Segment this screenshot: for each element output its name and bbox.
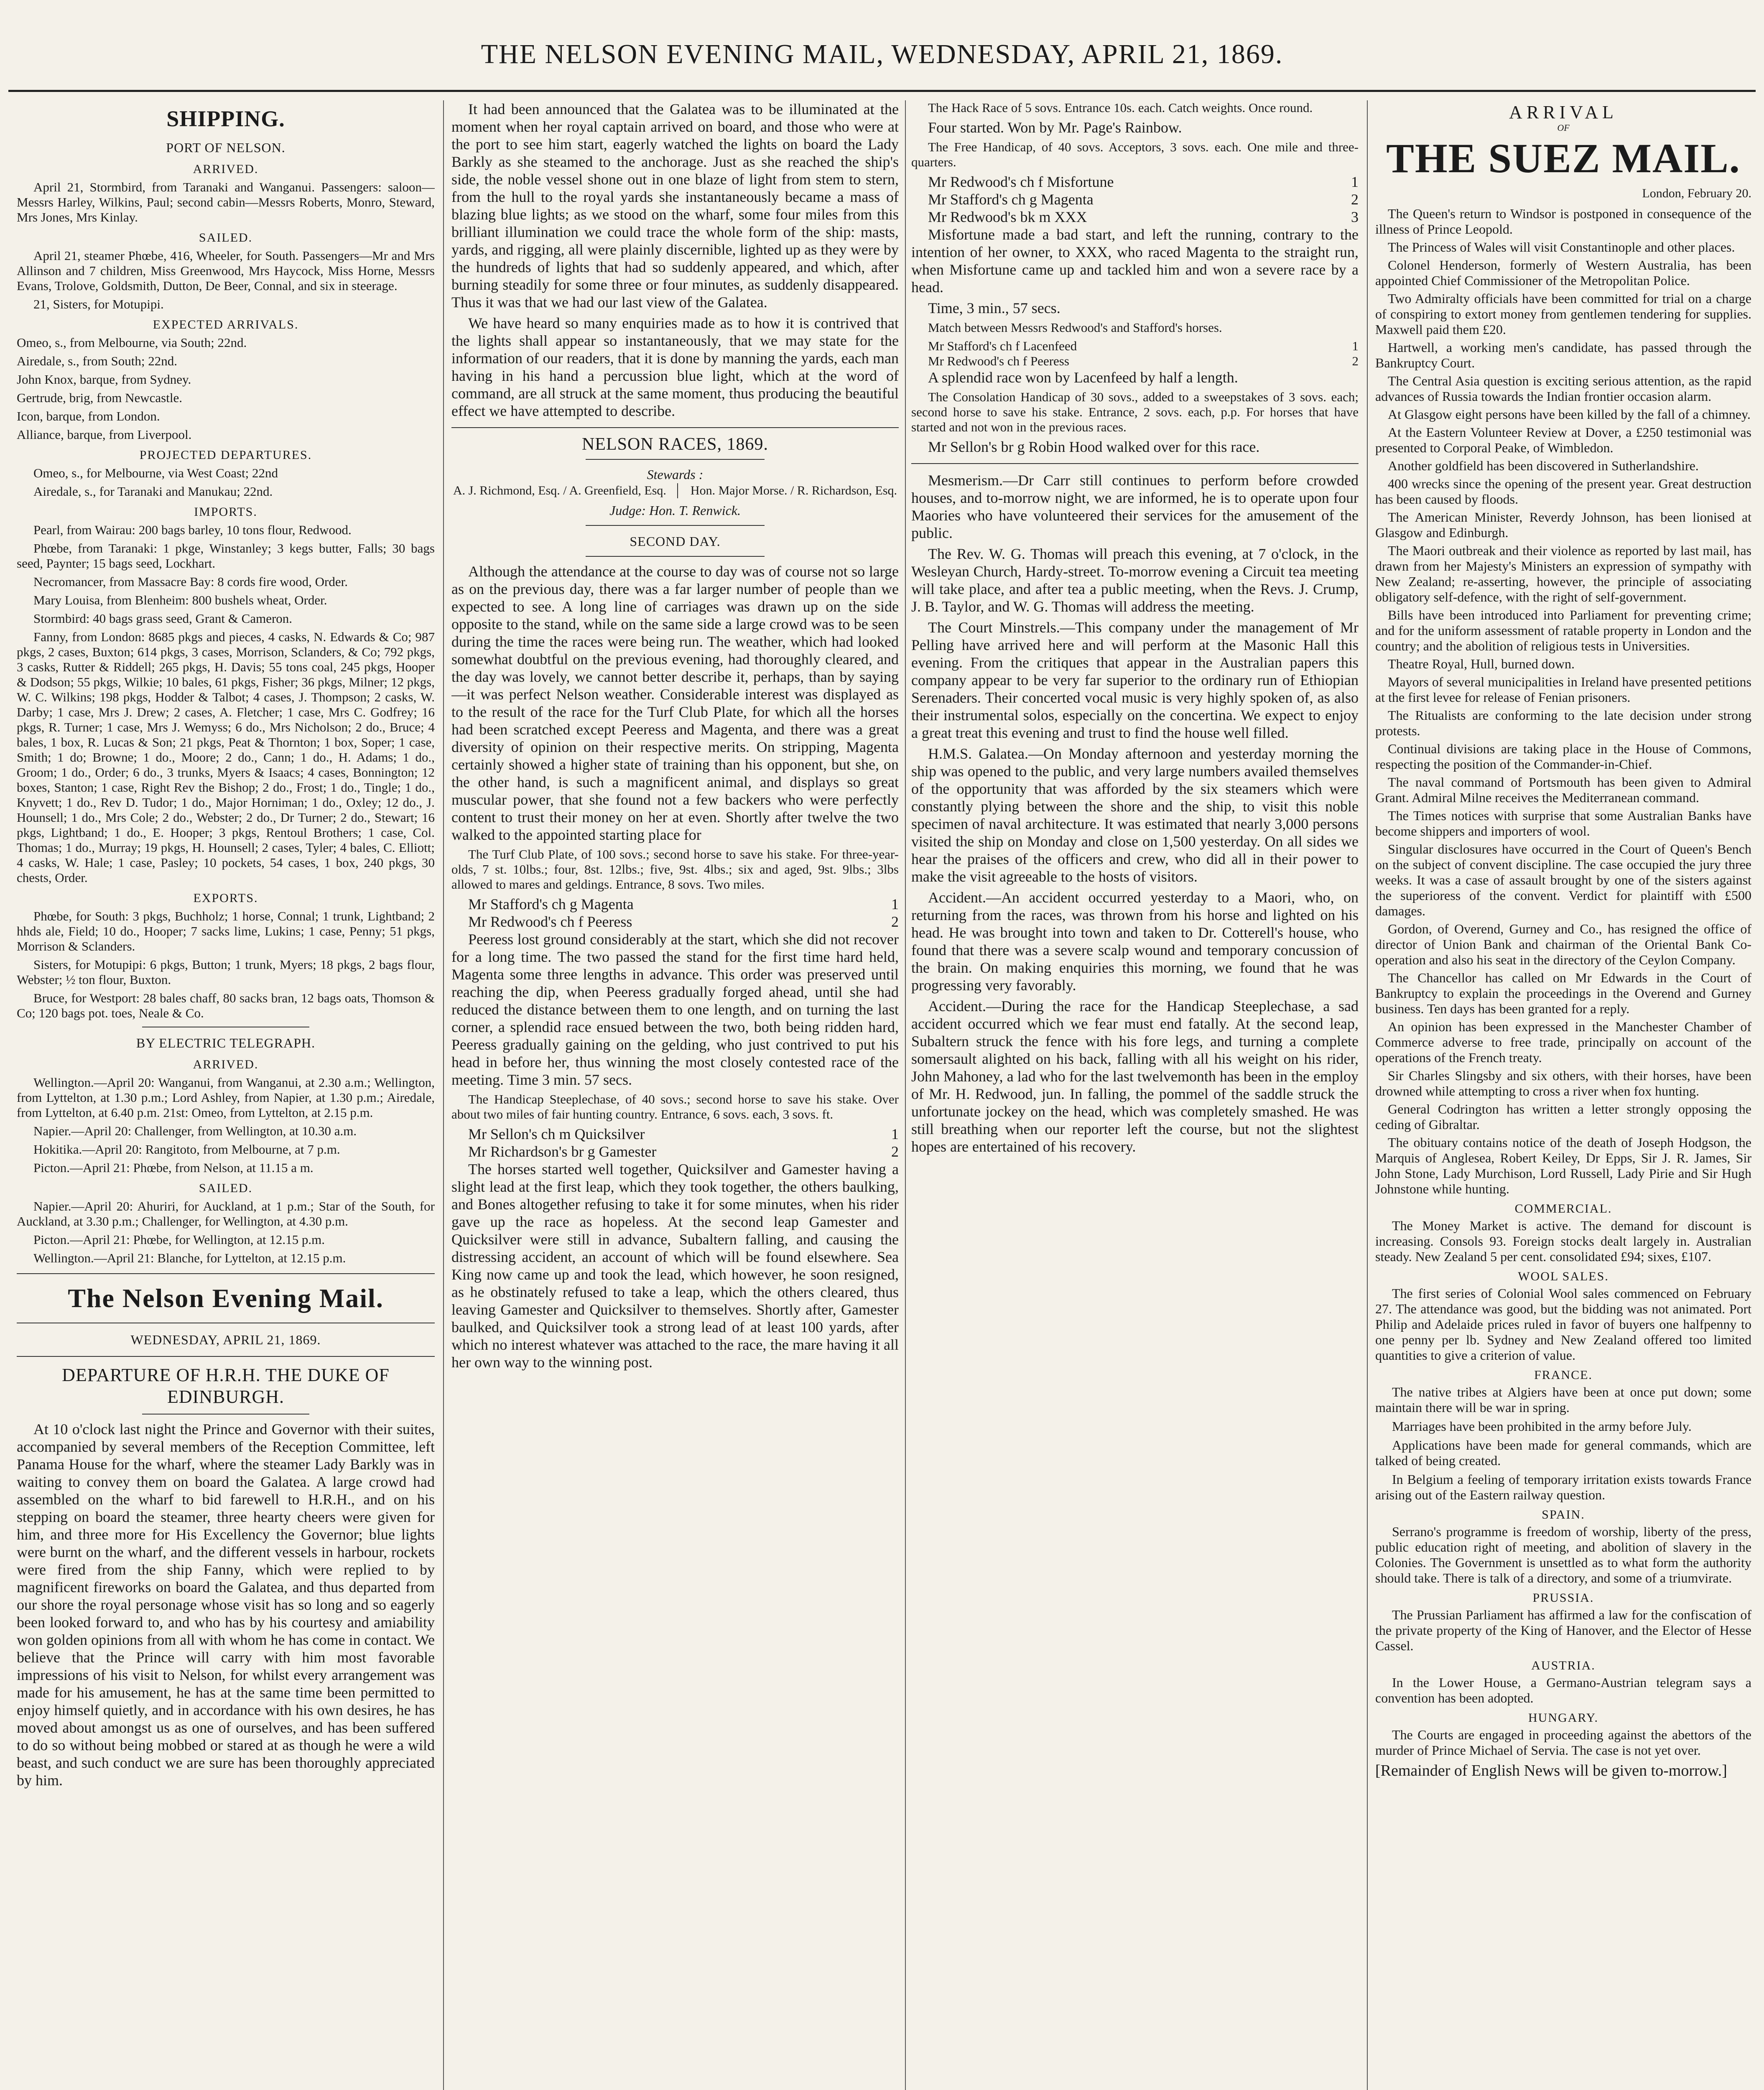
race-result	[451, 1125, 899, 1143]
race-conditions: The Consolation Handicap of 30 sovs., added to a sweepstakes of 3 sovs. each; second horse to save his stake. Entrance, 2 sovs. each, p.p. For horses that have started and not won in the previous races.	[911, 390, 1359, 434]
column-2	[451, 100, 899, 2090]
race-result	[451, 1143, 899, 1160]
column-rule	[443, 100, 444, 2090]
article-paragraph: The first series of Colonial Wool sales commenced on February 27. The attendance was good, but the bidding was not animated. Port Philip and Adelaide prices ruled in favor of buyers one halfpenny to one penny per lb. Sydney and New Zealand offered too limited quantities to give a criterion of value.	[1375, 1286, 1751, 1363]
list-item: Mayors of several municipalities in Ireland have presented petitions at the first levee for release of Fenian prisoners.	[1375, 674, 1751, 705]
list-item: Another goldfield has been discovered in Sutherlandshire.	[1388, 458, 1699, 473]
dateline: WEDNESDAY, APRIL 21, 1869.	[130, 1332, 321, 1347]
stewards-list	[451, 483, 899, 498]
tele-sailed-heading: SAILED.	[199, 1181, 253, 1195]
article-paragraph: The Prussian Parliament has affirmed a law for the confiscation of the private property of the King of Hanover, and the Elector of Hesse Cassel.	[1375, 1607, 1751, 1653]
commercial-heading: COMMERCIAL.	[1514, 1202, 1612, 1216]
races-heading: NELSON RACES, 1869.	[581, 435, 769, 454]
divider	[17, 1273, 435, 1274]
race-conditions: The Hack Race of 5 sovs. Entrance 10s. each. Catch weights. Once round.	[928, 100, 1313, 115]
list-item: An opinion has been expressed in the Manchester Chamber of Commerce adverse to free trade, principally on account of the operations of the French treaty.	[1375, 1019, 1751, 1065]
france-heading: FRANCE.	[1534, 1368, 1593, 1382]
list-item: Bruce, for Westport: 28 bales chaff, 80 sacks bran, 12 bags oats, Thomson & Co; 120 bags pot. toes, Neale & Co.	[17, 991, 435, 1020]
list-item: Continual divisions are taking place in the House of Commons, respecting the position of the Commander-in-Chief.	[1375, 741, 1751, 772]
list-item: Phœbe, for South: 3 pkgs, Buchholz; 1 horse, Connal; 1 trunk, Lightband; 2 hhds ale, Field; 10 do., Hooper; 7 sacks lime, Lukins; 1 case, Penny; 51 pkgs, Morrison & Sclanders.	[17, 909, 435, 953]
sailed-heading: SAILED.	[199, 231, 253, 245]
list-item: Napier.—April 20: Challenger, from Wellington, at 10.30 a.m.	[33, 1124, 357, 1138]
result-place: 1	[1352, 339, 1359, 353]
projected-heading: PROJECTED DEPARTURES.	[139, 448, 312, 462]
result-horse: Mr Stafford's ch g Magenta	[928, 191, 1094, 208]
list-item: Gertrude, brig, from Newcastle.	[17, 390, 182, 405]
austria-heading: AUSTRIA.	[1531, 1659, 1596, 1672]
prussia-heading: PRUSSIA.	[1532, 1591, 1594, 1605]
list-item: Wellington.—April 20: Wanganui, from Wanganui, at 2.30 a.m.; Wellington, from Lyttelton, at 1.30 p.m.; Lord Ashley, from Napier, at 1.30 p.m.; Airedale, from Lyttelton, at 6.40 p.m. 21st: Omeo, from Lyttelton, at 2.15 p.m.	[17, 1075, 435, 1120]
list-item: Sir Charles Slingsby and six others, with their horses, have been drowned while attempting to cross a river when fox hunting.	[1375, 1068, 1751, 1099]
list-item: General Codrington has written a letter strongly opposing the ceding of Gibraltar.	[1375, 1101, 1751, 1132]
race-result	[911, 173, 1359, 191]
list-item: Airedale, s., for Taranaki and Manukau; 22nd.	[33, 484, 273, 499]
result-horse: Mr Stafford's ch f Lacenfeed	[928, 339, 1077, 353]
wool-heading: WOOL SALES.	[1518, 1269, 1609, 1283]
port-heading: PORT OF NELSON.	[166, 140, 286, 155]
sailed-text: 21, Sisters, for Motupipi.	[33, 297, 164, 311]
list-item: Necromancer, from Massacre Bay: 8 cords fire wood, Order.	[33, 574, 348, 589]
article-paragraph: In the Lower House, a Germano-Austrian telegram says a convention has been adopted.	[1375, 1675, 1751, 1705]
divider	[586, 459, 765, 460]
list-item: Phœbe, from Taranaki: 1 pkge, Winstanley; 3 kegs butter, Falls; 30 bags seed, Paynter; 15 bags seed, Lockhart.	[17, 541, 435, 571]
expected-heading: EXPECTED ARRIVALS.	[153, 318, 299, 331]
race-conditions: The Handicap Steeplechase, of 40 sovs.; second horse to save his stake. Over about two miles of fair hunting country. Entrance, 6 sovs. each, 3 sovs. ft.	[451, 1092, 899, 1121]
article-paragraph: The horses started well together, Quicksilver and Gamester having a slight lead at the first leap, which they took together, the others baulking, and Bones altogether refusing to take it for some minutes, when his rider gave up the race as hopeless. At the second leap Gamester and Quicksilver were still in advance, Subaltern falling, and causing the distressing accident, an account of which will be found elsewhere. Sea King now came up and took the lead, which however, he soon resigned, as he obstinately refused to take a leap, which the others cleared, thus leaving Gamester and Quicksilver to themselves. Shortly after, Gamester baulked, and Quicksilver took a strong lead of at least 100 yards, after which no interest whatever was attached to the race, the mare having it all her own way to the winning post.	[451, 1161, 899, 1371]
list-item: The American Minister, Reverdy Johnson, has been lionised at Glasgow and Edinburgh.	[1375, 510, 1751, 540]
list-item: Two Admiralty officials have been committed for trial on a charge of conspiring to extort money from gentlemen tendering for supplies. Maxwell paid them £20.	[1375, 291, 1751, 337]
second-day-heading: SECOND DAY.	[630, 534, 721, 549]
race-result	[911, 339, 1359, 354]
result-place: 3	[1351, 209, 1359, 225]
arrived-text: April 21, Stormbird, from Taranaki and Wanganui. Passengers: saloon—Messrs Harley, Wilkins, Paul; second cabin—Messrs Roberts, Monro, Steward, Mrs Jones, Mrs Kinlay.	[17, 180, 435, 224]
result-horse: Mr Redwood's ch f Peeress	[468, 913, 632, 930]
list-item: Applications have been made for general commands, which are talked of being created.	[1375, 1438, 1751, 1468]
list-item: Gordon, of Overend, Gurney and Co., has resigned the office of director of Union Bank and chairman of the Oriental Bank Co-operation and also his seat in the directory of the Ceylon Company.	[1375, 921, 1751, 967]
list-item: At Glasgow eight persons have been killed by the fall of a chimney.	[1388, 407, 1751, 422]
article-paragraph: Mr Sellon's br g Robin Hood walked over for this race.	[928, 438, 1260, 455]
nameplate: The Nelson Evening Mail.	[68, 1283, 384, 1313]
sailed-text: April 21, steamer Phœbe, 416, Wheeler, for South. Passengers—Mr and Mrs Allinson and 7 children, Miss Greenwood, Mrs Haycock, Miss Horne, Messrs Evans, Trolove, Goldsmith, Dutton, De Beer, Connal, and six in steerage.	[17, 248, 435, 293]
list-item: The obituary contains notice of the death of Joseph Hodgson, the Marquis of Anglesea, Robert Keiley, Dr Epps, Sir J. R. James, Sir John Stone, Lady Murchison, Lord Russell, Lady Pirie and Sir Hugh Johnstone while hunting.	[1375, 1135, 1751, 1196]
divider	[586, 525, 765, 526]
race-result	[451, 913, 899, 930]
column-4	[1375, 100, 1751, 2090]
article-paragraph: Misfortune made a bad start, and left the running, contrary to the intention of her owner, to XXX, who raced Magenta to the straight run, when Misfortune came up and tackled him and won a severe race by a head.	[911, 226, 1359, 296]
list-item: The Times notices with surprise that some Australian Banks have become shippers and importers of wool.	[1375, 808, 1751, 839]
remainder-note: [Remainder of English News will be given to-morrow.]	[1375, 1762, 1727, 1779]
divider	[142, 1414, 309, 1415]
list-item: The naval command of Portsmouth has been given to Admiral Grant. Admiral Milne receives the Mediterranean command.	[1375, 775, 1751, 805]
result-place: 1	[1351, 173, 1359, 190]
list-item: Napier.—April 20: Ahuriri, for Auckland, at 1 p.m.; Star of the South, for Auckland, at 3.30 p.m.; Challenger, for Wellington, at 4.30 p.m.	[17, 1199, 435, 1229]
result-horse: Mr Redwood's ch f Misfortune	[928, 173, 1114, 190]
suez-mail-heading: THE SUEZ MAIL.	[1386, 135, 1741, 181]
result-horse: Mr Redwood's ch f Peeress	[928, 354, 1069, 368]
article-paragraph: Peeress lost ground considerably at the start, which she did not recover for a long time. The two passed the stand for the first time hard held, Magenta some three lengths in advance. This order was preserved until reaching the dip, when Peeress gradually forged ahead, until she had reduced the distance between them to one length, and on turning the last corner, a splendid race ensued between the two, both being ridden hard, Peeress gradually gaining on the gelding, who just contrived to put his head in before her, thus winning the most closely contested race of the meeting. Time 3 min. 57 secs.	[451, 931, 899, 1088]
result-horse: Mr Redwood's bk m XXX	[928, 209, 1087, 225]
race-result	[451, 895, 899, 913]
list-item: Theatre Royal, Hull, burned down.	[1388, 656, 1575, 671]
result-place: 1	[891, 1126, 899, 1142]
list-item: Mary Louisa, from Blenheim: 800 bushels wheat, Order.	[33, 593, 327, 607]
list-item: John Knox, barque, from Sydney.	[17, 372, 191, 387]
list-item: Hokitika.—April 20: Rangitoto, from Melbourne, at 7 p.m.	[33, 1142, 340, 1157]
judge-line: Judge: Hon. T. Renwick.	[609, 503, 741, 518]
article-paragraph: Four started. Won by Mr. Page's Rainbow.	[928, 119, 1182, 136]
column-rule	[1367, 100, 1368, 2090]
stewards-left: A. J. Richmond, Esq. / A. Greenfield, Esq.	[453, 483, 678, 498]
imports-heading: IMPORTS.	[194, 505, 257, 519]
departure-heading: DEPARTURE OF H.R.H. THE DUKE OF EDINBURGH.	[62, 1365, 390, 1407]
local-news-item: Accident.—During the race for the Handicap Steeplechase, a sad accident occurred which we fear must end fatally. At the second leap, Subaltern struck the fence with his fore legs, and turning a complete somersault alighted on his back, falling with all his weight on his rider, John Mahoney, a lad who for the last twelvemonth has been in the employ of Mr. H. Redwood, jun. In falling, the pommel of the saddle struck the unfortunate jockey on the head, which was completely smashed. He was still breathing when our reporter left the course, but not the slightest hopes are entertained of his recovery.	[911, 998, 1359, 1155]
result-horse: Mr Richardson's br g Gamester	[468, 1143, 657, 1160]
divider	[911, 463, 1359, 464]
article-paragraph: Time, 3 min., 57 secs.	[928, 300, 1060, 316]
race-conditions: The Free Handicap, of 40 sovs. Acceptors, 3 sovs. each. One mile and three-quarters.	[911, 140, 1359, 169]
stewards-heading: Stewards :	[647, 467, 704, 482]
local-news-item: The Rev. W. G. Thomas will preach this evening, at 7 o'clock, in the Wesleyan Church, Hardy-street. To-morrow evening a Circuit tea meeting will take place, and after tea a public meeting, when the Revs. J. Crump, J. B. Taylor, and W. G. Thomas will address the meeting.	[911, 545, 1359, 615]
article-paragraph: The Money Market is active. The demand for discount is increasing. Consols 93. Foreign stocks dealt largely in. Australian steady. New Zealand 5 per cent. consolidated £94; sixes, £107.	[1375, 1218, 1751, 1264]
list-item: The native tribes at Algiers have been at once put down; some maintain there will be war in spring.	[1375, 1384, 1751, 1415]
list-item: Marriages have been prohibited in the army before July.	[1392, 1419, 1692, 1434]
local-news-item: The Court Minstrels.—This company under the management of Mr Pelling have arrived here and will perform at the Masonic Hall this evening. From the critiques that appear in the Australian papers this company appear to be very far superior to the ordinary run of Ethiopian Serenaders. Their concerted vocal music is very highly spoken of, as also their instrumental solos, especially on the concertina. We expect to enjoy a great treat this evening and trust to find the house well filled.	[911, 619, 1359, 741]
list-item: At the Eastern Volunteer Review at Dover, a £250 testimonial was presented to Corporal Peake, of Wimbledon.	[1375, 425, 1751, 455]
race-conditions: The Turf Club Plate, of 100 sovs.; second horse to save his stake. For three-year-olds, 7 st. 10lbs.; four, 8st. 12lbs.; five, 9st. 4lbs.; six and aged, 9st. 9lbs.; 3lbs allowed to mares and geldings. Entrance, 8 sovs. Two miles.	[451, 847, 899, 892]
list-item: Fanny, from London: 8685 pkgs and pieces, 4 casks, N. Edwards & Co; 987 pkgs, 2 cases, Buxton; 614 pkgs, 3 cases, Morrison, Sclanders, & Co; 792 pkgs, 3 casks, Rutter & Riddell; 265 pkgs, H. Davis; 55 tons coal, 245 pkgs, Hooper & Dodson; 55 pkgs, Wilkie; 10 bales, 61 pkgs, Fisher; 36 pkgs, Milner; 12 pkgs, W. C. Wilkins; 198 pkgs, Hodder & Talbot; 4 cases, J. Thompson; 2 casks, W. Darby; 1 case, Mrs J. Drew; 2 cases, A. Fletcher; 1 case, Mrs C. Godfrey; 16 pkgs, R. Turner; 1 case, Mrs J. Wemyss; 6 do., Mrs Nicholson; 2 do., Bruce; 4 bales, 1 box, R. Lucas & Son; 21 pkgs, Peat & Thornton; 1 box, Soper; 1 case, Smith; 1 do; Browne; 1 do., Moore; 2 do., Cann; 1 do., H. Adams; 1 do., Groom; 1 do., Order; 6 do., 3 trunks, Myers & Isaacs; 4 cases, Bonnington; 12 boxes, Stanton; 1 case, Right Rev the Bishop; 2 do., Frost; 1 do., Tingle; 1 do., Knyvett; 1 do., Rev D. Tudor; 1 do., Major Horniman; 1 do., Oxley; 12 do., J. Hounsell; 1 do., Mrs Cole; 2 do., Webster; 2 do., Dr Turner; 2 do., Stewart; 16 pkgs, Lightband; 1 do., E. Hooper; 3 pkgs, Rentoul Brothers; 1 case, Col. Thomas; 1 do., Murray; 19 pkgs, H. Hounsell; 2 cases, Tyler; 4 bales, C. Elliott; 4 casks, W. Hale; 1 case, Pasley; 10 pockets, 54 cases, 1 box, 240 pkgs, 30 chests, Order.	[17, 630, 435, 885]
divider	[17, 1356, 435, 1357]
shipping-heading: SHIPPING.	[166, 106, 285, 131]
column-1	[17, 100, 435, 2090]
result-horse: Mr Sellon's ch m Quicksilver	[468, 1126, 645, 1142]
divider	[451, 427, 899, 428]
list-item: Airedale, s., from South; 22nd.	[17, 354, 178, 368]
list-item: Colonel Henderson, formerly of Western Australia, has been appointed Chief Commissioner of the Metropolitan Police.	[1375, 257, 1751, 288]
stewards-right: Hon. Major Morse. / R. Richardson, Esq.	[690, 484, 897, 497]
list-item: The Central Asia question is exciting serious attention, as the rapid advances of Russia towards the Indian frontier occasion alarm.	[1375, 373, 1751, 404]
list-item: Wellington.—April 21: Blanche, for Lyttelton, at 12.15 p.m.	[33, 1251, 346, 1265]
race-result	[911, 354, 1359, 369]
list-item: The Ritualists are conforming to the late decision under strong protests.	[1375, 708, 1751, 738]
list-item: Picton.—April 21: Phœbe, from Nelson, at 11.15 a m.	[33, 1160, 314, 1175]
list-item: Bills have been introduced into Parliament for preventing crime; and for the uniform assessment of ratable property in London and the country; and the abolition of religious tests in Universities.	[1375, 607, 1751, 653]
race-conditions: Match between Messrs Redwood's and Stafford's horses.	[928, 320, 1222, 335]
list-item: Pearl, from Wairau: 200 bags barley, 10 tons flour, Redwood.	[33, 522, 352, 537]
hungary-heading: HUNGARY.	[1528, 1711, 1598, 1725]
list-item: Omeo, s., from Melbourne, via South; 22nd.	[17, 335, 247, 350]
list-item: The Princess of Wales will visit Constantinople and other places.	[1388, 240, 1735, 255]
telegraph-heading: BY ELECTRIC TELEGRAPH.	[136, 1035, 316, 1050]
article-paragraph: Serrano's programme is freedom of worship, liberty of the press, public education right of meeting, and abolition of slavery in the Colonies. The Government is unsettled as to what form the authority should take. There is talk of a directory, and some of a triumvirate.	[1375, 1524, 1751, 1585]
result-place: 1	[891, 896, 899, 912]
article-paragraph: Although the attendance at the course to day was of course not so large as on the previous day, there was a far larger number of people than we expected to see. A long line of carriages was drawn up on the side opposite to the stand, while on the same side a large crowd was to be seen during the time the races were being run. The weather, which had looked somewhat doubtful on the previous evening, had thoroughly cleared, and the day was lovely, we cannot better describe it, perhaps, than by saying—it was perfect Nelson weather. Considerable interest was displayed as to the result of the race for the Turf Club Plate, for which all the horses had been scratched except Peeress and Magenta, and there was a great diversity of opinion on their respective merits. On stripping, Magenta certainly showed a higher state of training than his opponent, but she, on the other hand, is such a magnificent animal, and displays so great muscular power, that she found not a few backers who were perfectly content to trust their money on her at even. Shortly after twelve the two walked to the appointed starting place for	[451, 563, 899, 843]
exports-heading: EXPORTS.	[193, 891, 258, 905]
list-item: Picton.—April 21: Phœbe, for Wellington, at 12.15 p.m.	[33, 1232, 325, 1247]
arrived-heading: ARRIVED.	[193, 162, 259, 176]
list-item: Omeo, s., for Melbourne, via West Coast; 22nd	[33, 466, 278, 480]
race-result	[911, 191, 1359, 208]
list-item: Alliance, barque, from Liverpool.	[17, 427, 192, 442]
local-news-item: H.M.S. Galatea.—On Monday afternoon and yesterday morning the ship was opened to the public, and very large numbers availed themselves of the opportunity that was afforded by the six steamers which were constantly plying between the shore and the ship, to visit this noble specimen of naval architecture. It was estimated that nearly 3,000 persons visited the ship on Monday and close on 1,500 yesterday. On all sides we hear the praises of the officers and crew, who did all in their power to make the visit agreeable to the hosts of visitors.	[911, 745, 1359, 885]
suez-dateline: London, February 20.	[1642, 186, 1751, 200]
list-item: Stormbird: 40 bags grass seed, Grant & Cameron.	[33, 611, 293, 626]
result-horse: Mr Stafford's ch g Magenta	[468, 896, 634, 912]
column-rule	[905, 100, 906, 2090]
list-item: Singular disclosures have occurred in the Court of Queen's Bench on the subject of convent discipline. The case occupied the jury three weeks. It was a case of assault brought by one of the sisters against the superioress of the convent. Verdict for plaintiff with £500 damages.	[1375, 841, 1751, 918]
result-place: 2	[1351, 191, 1359, 208]
list-item: Sisters, for Motupipi: 6 pkgs, Button; 1 trunk, Myers; 18 pkgs, 2 bags flour, Webster; ½ ton flour, Buxton.	[17, 957, 435, 987]
masthead: THE NELSON EVENING MAIL, WEDNESDAY, APRIL 21, 1869.	[481, 39, 1283, 69]
list-item: Icon, barque, from London.	[17, 409, 160, 423]
spain-heading: SPAIN.	[1542, 1508, 1585, 1522]
race-result	[911, 208, 1359, 226]
masthead-rule	[8, 90, 1756, 92]
article-paragraph: The Courts are engaged in proceeding against the abettors of the murder of Prince Michael of Servia. The case is not yet over.	[1375, 1727, 1751, 1758]
local-news-item: Accident.—An accident occurred yesterday to a Maori, who, on returning from the races, was thrown from his horse and lighted on his head. He was brought into town and taken to Dr. Cotterell's house, who found that there was a severe scalp wound and temporary concussion of the brain. On making enquiries this morning, we found that he was progressing very favorably.	[911, 889, 1359, 994]
expected-list	[17, 335, 435, 442]
column-3	[911, 100, 1359, 2090]
list-item: The Maori outbreak and their violence as reported by last mail, has drawn from her Majesty's Ministers an expression of sympathy with New Zealand; re-asserting, however, the principle of associating obligatory self-defence, with the right of self-government.	[1375, 543, 1751, 604]
article-paragraph: It had been announced that the Galatea was to be illuminated at the moment when her royal captain arrived on board, and those who were at the port to see him start, eagerly watched the lights on board the Lady Barkly as she steamed to the anchorage. Just as she reached the ship's side, the noble vessel shone out in one blaze of light from stem to stern, from the hull to the royal yards she instantaneously became a mass of blazing blue lights; as we stood on the wharf, some four miles from this brilliant illumination we could trace the whole form of the ship: masts, yards, and rigging, all were plainly discernible, lighted up as they were by the hundreds of lights that had so suddenly appeared, and which, after burning steadily for some three or four minutes, as suddenly disappeared. Thus it was that we had our last view of the Galatea.	[451, 101, 899, 311]
list-item: The Queen's return to Windsor is postponed in consequence of the illness of Prince Leopold.	[1375, 206, 1751, 237]
article-paragraph: At 10 o'clock last night the Prince and Governor with their suites, accompanied by several members of the Reception Committee, left Panama House for the wharf, where the steamer Lady Barkly was in waiting to convey them on board the Galatea. A large crowd had assembled on the wharf to bid farewell to H.R.H., and on his stepping on board the steamer, three hearty cheers were given for him, and three more for His Excellency the Governor; blue lights were burnt on the wharf, and the different vessels in harbour, rockets were fired from the ship Fanny, which were replied to by magnificent fireworks on board the Galatea, and thus departed from our shore the royal personage whose visit has so long and so eagerly been looked forward to, and who has by his courtesy and amiability won golden opinions from all with whom he has come in contact. We believe that the Prince will carry with him most favorable impressions of his visit to Nelson, for whilst every arrangement was made for his amusement, he has at the same time been permitted to enjoy himself quietly, and in accordance with his own desires, he has moved about amongst us as one of ourselves, and has been suffered to do so without being mobbed or stared at as though he were a wild beast, and such conduct we are sure has been thoroughly appreciated by him.	[17, 1421, 435, 1789]
suez-of-heading: OF	[1557, 122, 1570, 133]
suez-arrival-heading: ARRIVAL	[1509, 102, 1618, 122]
list-item: Hartwell, a working men's candidate, has passed through the Bankruptcy Court.	[1375, 340, 1751, 370]
result-place: 2	[891, 913, 899, 930]
result-place: 2	[891, 1143, 899, 1160]
tele-arrived-heading: ARRIVED.	[193, 1058, 259, 1071]
divider	[586, 556, 765, 557]
article-paragraph: A splendid race won by Lacenfeed by half a length.	[928, 369, 1238, 386]
result-place: 2	[1352, 354, 1359, 368]
suez-news-list	[1375, 206, 1751, 1197]
list-item: In Belgium a feeling of temporary irritation exists towards France arising out of the Eastern railway question.	[1375, 1472, 1751, 1502]
local-news-item: Mesmerism.—Dr Carr still continues to perform before crowded houses, and to-morrow night, we are informed, he is to operate upon four Maories who have volunteered their services for the amusement of the public.	[911, 472, 1359, 541]
article-paragraph: We have heard so many enquiries made as to how it is contrived that the lights shall appear so instantaneously, that we may state for the information of our readers, that it is done by manning the yards, each man having in his hand a percussion blue light, which at the word of command, are all struck at the same moment, thus producing the beautiful effect we have attempted to describe.	[451, 315, 899, 419]
list-item: 400 wrecks since the opening of the present year. Great destruction has been caused by floods.	[1375, 476, 1751, 507]
list-item: The Chancellor has called on Mr Edwards in the Court of Bankruptcy to explain the proceedings in the Overend and Gurney business. Ten days has been granted for a reply.	[1375, 970, 1751, 1016]
